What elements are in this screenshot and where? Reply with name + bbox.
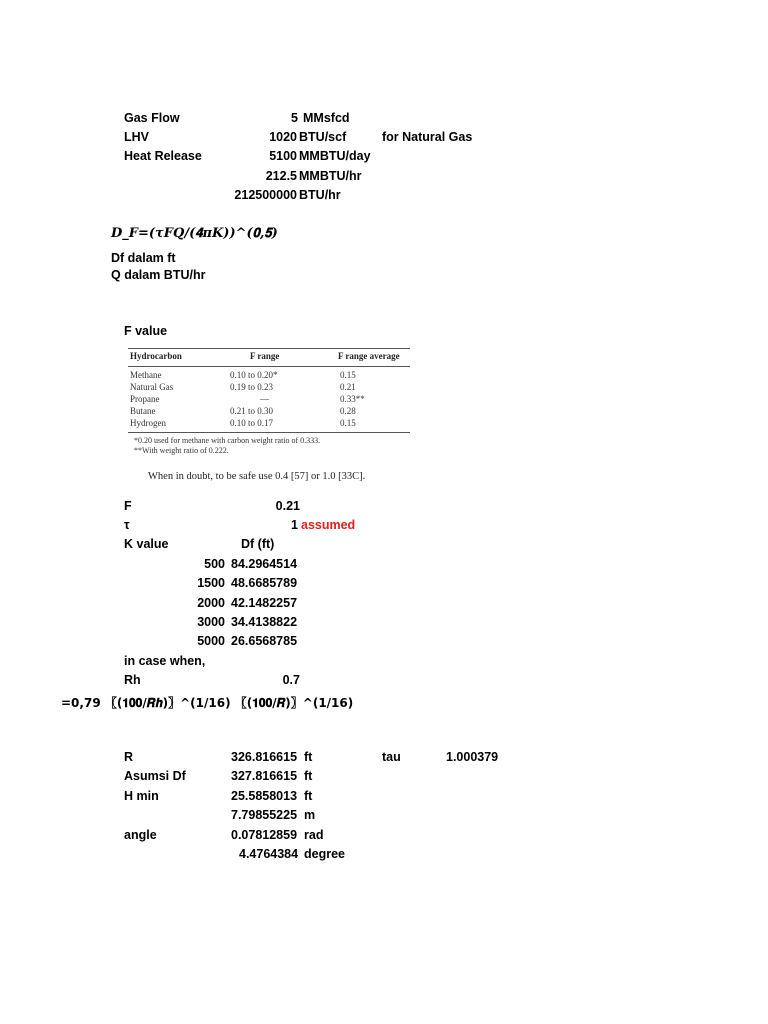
table-cell: Natural Gas	[130, 382, 174, 392]
k-cell: 1500	[197, 576, 225, 590]
f-value-table-image	[124, 348, 410, 490]
table-footnote: *0.20 used for methane with carbon weight ratio of 0.333.	[134, 436, 321, 445]
note-q-unit: Q dalam BTU/hr	[111, 268, 206, 282]
table-cell: 0.28	[340, 406, 356, 416]
df-cell: 84.2964514	[231, 557, 298, 571]
lhv-unit: BTU/scf	[299, 130, 347, 144]
h-min-m-value: 7.79855225	[231, 808, 298, 822]
asumsi-df-label: Asumsi Df	[124, 769, 186, 783]
k-value-header: K value	[124, 537, 169, 551]
f-label: F	[124, 499, 132, 513]
table-cell: 0.21 to 0.30	[230, 406, 274, 416]
r-unit: ft	[304, 750, 313, 764]
angle-value: 0.07812859	[231, 828, 298, 842]
h-min-m-unit: m	[304, 808, 316, 822]
table-caption: When in doubt, to be safe use 0.4 [57] or 1.0 [33C].	[148, 471, 366, 482]
heat-release-value: 5100	[269, 149, 297, 163]
table-cell: 0.10 to 0.17	[230, 418, 274, 428]
k-cell: 500	[204, 557, 225, 571]
lhv-note: for Natural Gas	[382, 130, 473, 144]
df-cell: 34.4138822	[231, 615, 298, 629]
heat-release-unit: MMBTU/day	[299, 149, 371, 163]
table-footnote: **With weight ratio of 0.222.	[134, 446, 229, 455]
k-cell: 3000	[197, 615, 225, 629]
tau-result-label: tau	[382, 750, 401, 764]
k-cell: 2000	[197, 596, 225, 610]
table-cell: —	[260, 394, 269, 404]
rh-value: 0.7	[282, 673, 300, 687]
tau-label: τ	[124, 518, 130, 532]
heat-release-btu-unit: BTU/hr	[299, 188, 341, 202]
tau-value: 1	[291, 518, 298, 532]
table-cell: Propane	[130, 394, 160, 404]
tau-formula: =0,79 〖(𝟏𝟎𝟎/𝑹𝒉)〗^(1/16) 〖(𝟏𝟎𝟎/𝑹)〗^(1/16)	[61, 696, 354, 710]
h-min-unit: ft	[304, 789, 313, 803]
df-cell: 48.6685789	[231, 576, 298, 590]
assumed-note: assumed	[301, 518, 356, 532]
table-header-f-avg: F range average	[338, 351, 400, 361]
in-case-label: in case when,	[124, 654, 206, 668]
h-min-value: 25.5858013	[231, 789, 298, 803]
table-cell: 0.33**	[340, 394, 365, 404]
df-cell: 42.1482257	[231, 596, 298, 610]
table-header-f-range: F range	[250, 351, 280, 361]
table-cell: 0.15	[340, 418, 356, 428]
table-cell: Butane	[130, 406, 156, 416]
table-cell: 0.15	[340, 370, 356, 380]
asumsi-df-value: 327.816615	[231, 769, 298, 783]
angle-deg-value: 4.4764384	[239, 847, 299, 861]
rh-label: Rh	[124, 673, 141, 687]
f-value-title: F value	[124, 324, 168, 338]
gas-flow-value: 5	[291, 111, 298, 125]
table-header-hydrocarbon: Hydrocarbon	[130, 351, 182, 361]
r-value: 326.816615	[231, 750, 298, 764]
k-cell: 5000	[197, 634, 225, 648]
gas-flow-label: Gas Flow	[124, 111, 180, 125]
heat-release-hr-value: 212.5	[265, 169, 297, 183]
table-cell: Hydrogen	[130, 418, 166, 428]
h-min-label: H min	[124, 789, 159, 803]
flame-length-formula: 𝑫_𝑭=(𝝉𝑭𝑸/(𝟒𝝅𝑲))^(𝟎,𝟓)	[111, 226, 278, 241]
r-label: R	[124, 750, 134, 764]
asumsi-df-unit: ft	[304, 769, 313, 783]
angle-deg-unit: degree	[304, 847, 345, 861]
note-df-unit: Df dalam ft	[111, 251, 176, 265]
df-cell: 26.6568785	[231, 634, 298, 648]
heat-release-label: Heat Release	[124, 149, 202, 163]
heat-release-hr-unit: MMBTU/hr	[299, 169, 362, 183]
angle-label: angle	[124, 828, 157, 842]
table-bottom-rule	[128, 432, 410, 433]
f-value: 0.21	[275, 499, 300, 513]
angle-unit: rad	[304, 828, 324, 842]
table-header-rule	[128, 366, 410, 367]
df-header: Df (ft)	[241, 537, 275, 551]
table-top-rule	[128, 348, 410, 349]
table-cell: 0.19 to 0.23	[230, 382, 274, 392]
tau-result-value: 1.000379	[446, 750, 499, 764]
table-cell: Methane	[130, 370, 162, 380]
heat-release-btu-value: 212500000	[234, 188, 297, 202]
gas-flow-unit: MMsfcd	[303, 111, 350, 125]
lhv-value: 1020	[269, 130, 297, 144]
table-cell: 0.21	[340, 382, 356, 392]
table-cell: 0.10 to 0.20*	[230, 370, 278, 380]
lhv-label: LHV	[124, 130, 149, 144]
